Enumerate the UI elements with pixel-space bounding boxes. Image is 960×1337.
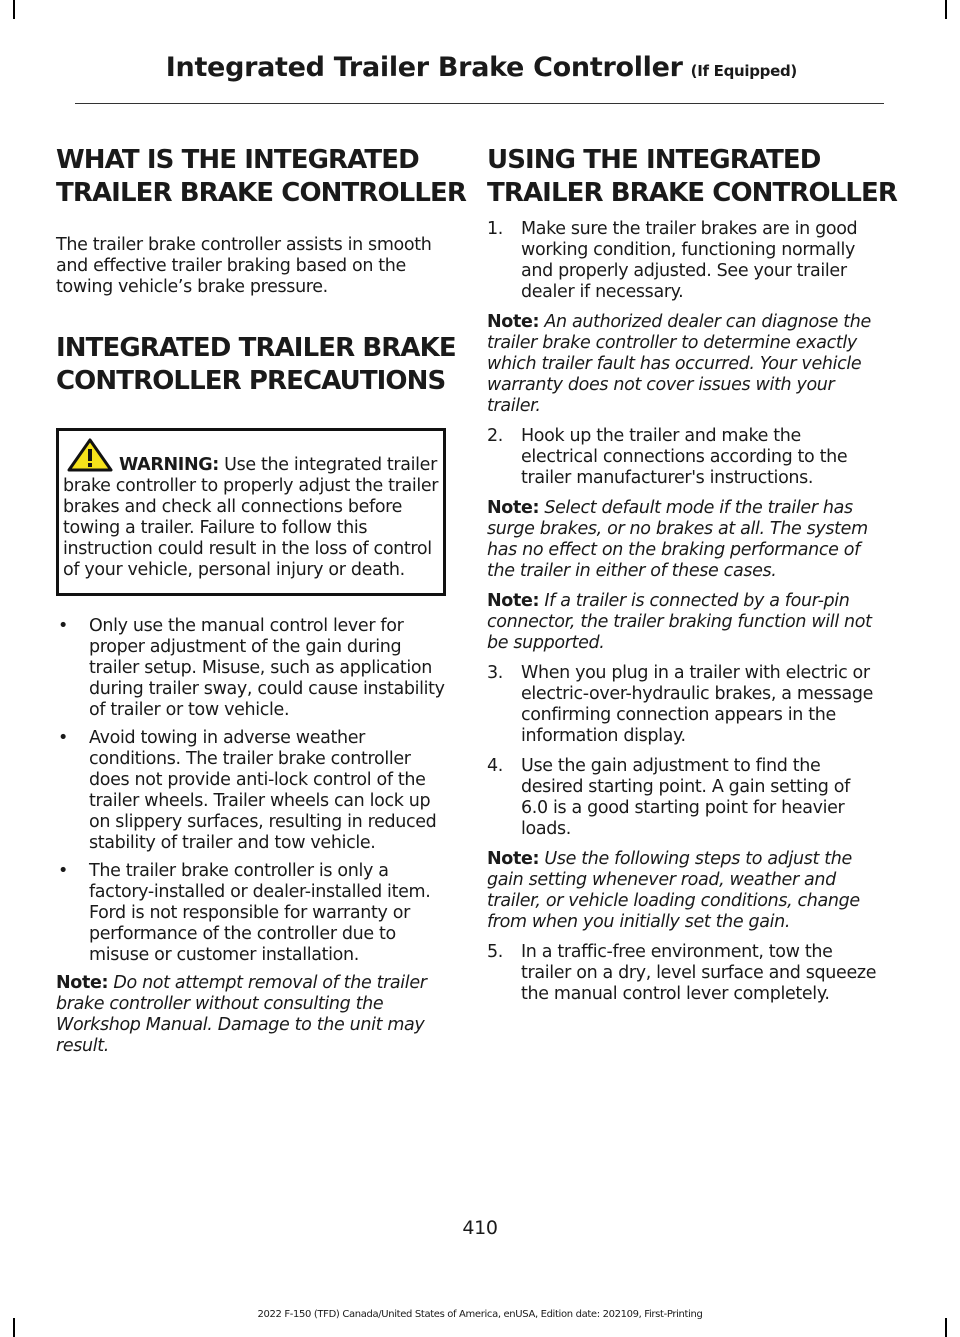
warning-triangle-icon <box>67 438 113 472</box>
note-label: Note: <box>56 973 109 993</box>
steps-list-c <box>487 663 879 840</box>
heading-using-line2: TRAILER BRAKE CONTROLLER <box>487 178 897 208</box>
steps-list-a <box>487 219 879 303</box>
note-label: Note: <box>487 849 540 869</box>
note-label: Note: <box>487 591 540 611</box>
heading-precautions <box>56 332 456 398</box>
step-number: 3. <box>487 663 503 683</box>
page-number: 410 <box>462 1217 498 1239</box>
note-default-mode <box>487 498 879 582</box>
heading-precautions-line2: CONTROLLER PRECAUTIONS <box>56 366 446 396</box>
list-item: • Avoid towing in adverse weather conditions. The trailer brake controller does not provide anti-lock control of the trailer wheels. Trailer wheels can lock up on slippery surfaces, resulting in reduced stability of trailer and tow vehicle. <box>56 728 446 854</box>
steps-list-b <box>487 426 879 489</box>
note-text: Select default mode if the trailer has surge brakes, or no brakes at all. The system has no effect on the braking performance of the trailer in either of these cases. <box>487 498 868 581</box>
heading-what-is-line2: TRAILER BRAKE CONTROLLER <box>56 178 466 208</box>
steps-list-d <box>487 942 879 1005</box>
step-number: 5. <box>487 942 503 962</box>
step-item <box>487 756 879 840</box>
note-gain-setting <box>487 849 879 933</box>
heading-using-line1: USING THE INTEGRATED <box>487 145 821 175</box>
note-label: Note: <box>487 312 540 332</box>
note-text: An authorized dealer can diagnose the trailer brake controller to determine exactly which trailer fault has occurred. Your vehicle warranty does not cover issues with your trailer. <box>487 312 871 416</box>
step-text: Use the gain adjustment to find the desired starting point. A gain setting of 6.0 is a good starting point for heavier loads. <box>521 756 850 839</box>
step-item <box>487 942 879 1005</box>
header-title-text: Integrated Trailer Brake Controller <box>165 52 683 83</box>
header-qualifier: (If Equipped) <box>690 62 797 80</box>
heading-using <box>487 144 897 210</box>
step-number: 2. <box>487 426 503 446</box>
list-item: • The trailer brake controller is only a factory-installed or dealer-installed item. Ford is not responsible for warranty or performance of the controller due to misuse or customer installation. <box>56 861 446 966</box>
precautions-list <box>56 616 446 966</box>
step-number: 4. <box>487 756 503 776</box>
crop-mark-top-left-v <box>13 0 15 19</box>
step-number: 1. <box>487 219 503 239</box>
right-column <box>487 144 897 1005</box>
note-label: Note: <box>487 498 540 518</box>
intro-paragraph: The trailer brake controller assists in smooth and effective trailer braking based on the towing vehicle’s brake pressure. <box>56 235 432 297</box>
left-column <box>56 144 466 1057</box>
warning-body: Use the integrated trailer brake controller to properly adjust the trailer brakes and check all connections before towing a trailer. Failure to follow this instruction could result in the loss of control of your vehicle, personal injury or death. <box>63 455 439 580</box>
list-item: • Only use the manual control lever for proper adjustment of the gain during trailer setup. Misuse, such as application during trailer sway, could cause instability of trailer or tow vehicle. <box>56 616 446 721</box>
note-text: Use the following steps to adjust the gain setting whenever road, weather and trailer, or vehicle loading conditions, change from when you initially set the gain. <box>487 849 860 932</box>
page-header-title <box>166 52 797 83</box>
note-removal <box>56 973 446 1057</box>
warning-label: WARNING: <box>119 455 219 475</box>
crop-mark-top-right-v <box>945 0 947 19</box>
heading-what-is <box>56 144 466 210</box>
heading-precautions-line1: INTEGRATED TRAILER BRAKE <box>56 333 456 363</box>
warning-box <box>56 428 446 596</box>
note-text: If a trailer is connected by a four-pin connector, the trailer braking function will not be supported. <box>487 591 872 653</box>
heading-what-is-line1: WHAT IS THE INTEGRATED <box>56 145 419 175</box>
step-text: Make sure the trailer brakes are in good working condition, functioning normally and properly adjusted. See your trailer dealer if necessary. <box>521 219 858 302</box>
note-dealer <box>487 312 879 417</box>
warning-text <box>63 455 439 581</box>
step-text: Hook up the trailer and make the electrical connections according to the trailer manufacturer's instructions. <box>521 426 848 488</box>
note-text: Do not attempt removal of the trailer brake controller without consulting the Workshop Manual. Damage to the unit may result. <box>56 973 427 1056</box>
step-item <box>487 426 879 489</box>
step-text: In a traffic-free environment, tow the trailer on a dry, level surface and squeeze the manual control lever completely. <box>521 942 877 1004</box>
edition-footer: 2022 F-150 (TFD) Canada/United States of America, enUSA, Edition date: 202109, First-Printing <box>257 1309 703 1320</box>
step-item <box>487 663 879 747</box>
step-item <box>487 219 879 303</box>
header-rule <box>75 103 884 104</box>
step-text: When you plug in a trailer with electric or electric-over-hydraulic brakes, a message confirming connection appears in the information display. <box>521 663 874 746</box>
note-four-pin <box>487 591 879 654</box>
